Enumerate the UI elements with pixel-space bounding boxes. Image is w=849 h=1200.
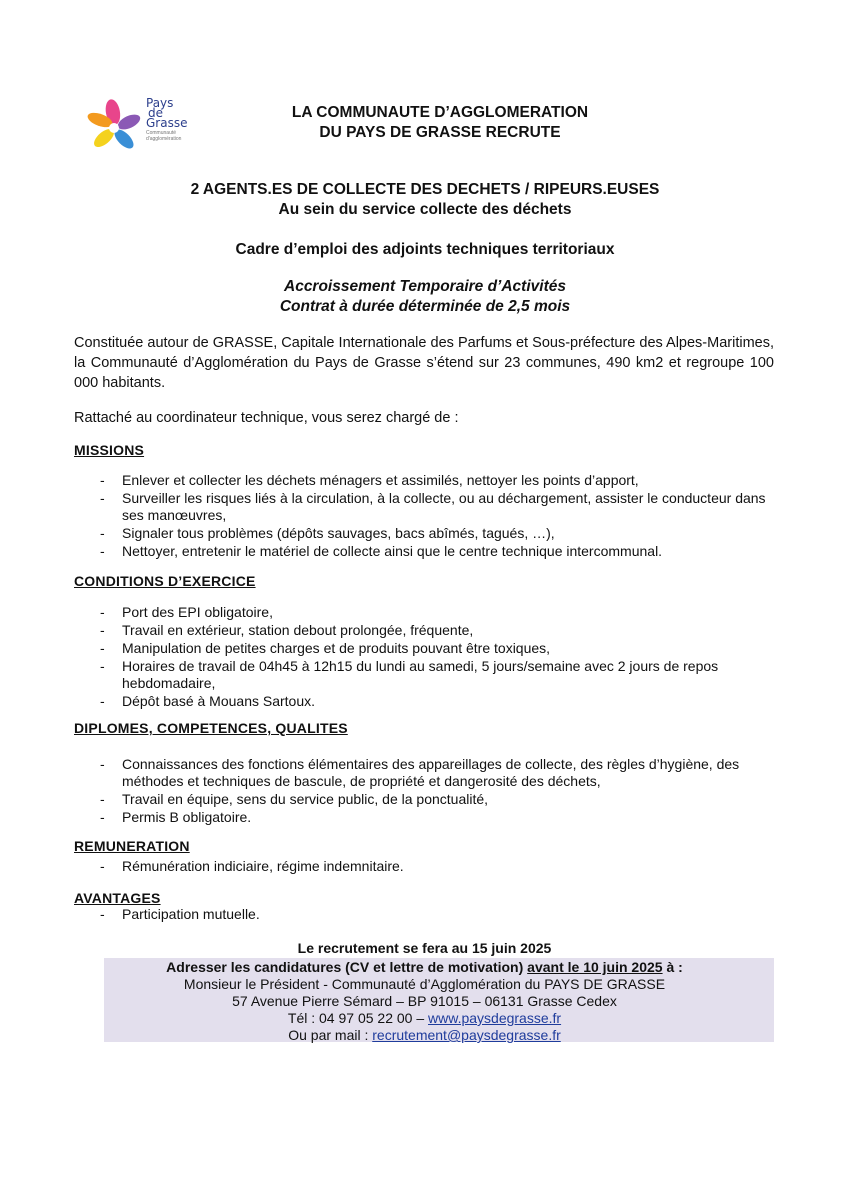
pays-de-grasse-logo <box>86 98 216 154</box>
email-link[interactable]: recrutement@paysdegrasse.fr <box>372 1027 561 1043</box>
candidatures-deadline: avant le 10 juin 2025 <box>527 959 663 975</box>
list-item: - Dépôt basé à Mouans Sartoux. <box>74 693 774 710</box>
contract-block <box>60 277 790 317</box>
candidatures-prefix: Adresser les candidatures (CV et lettre de motivation) <box>166 959 524 975</box>
intro-paragraph: Constituée autour de GRASSE, Capitale Internationale des Parfums et Sous-préfecture des Alpes-Maritimes, la Communauté d’Agglomération du Pays de Grasse s’étend sur 23 communes, 490 km2 et regroupe 100 000 habitants. <box>74 335 774 391</box>
list-item: - Participation mutuelle. <box>74 906 774 923</box>
list-item: - Manipulation de petites charges et de produits pouvant être toxiques, <box>74 640 774 657</box>
conditions-list <box>74 604 774 711</box>
mail-line <box>0 1027 849 1044</box>
logo-subtitle: Communauté d'agglomération <box>146 130 182 142</box>
job-service: Au sein du service collecte des déchets <box>278 201 572 218</box>
logo-word-grasse: Grasse <box>146 116 188 130</box>
logo-word-de: de <box>148 106 163 120</box>
website-link[interactable]: www.paysdegrasse.fr <box>428 1010 562 1026</box>
missions-list <box>74 472 774 561</box>
list-item: - Rémunération indiciaire, régime indemnitaire. <box>74 858 774 875</box>
list-item: - Port des EPI obligatoire, <box>74 604 774 621</box>
list-item: - Permis B obligatoire. <box>74 809 774 826</box>
logo-word-pays: Pays <box>146 96 174 110</box>
recrutement-date: Le recrutement se fera au 15 juin 2025 <box>297 940 552 956</box>
list-item: - Horaires de travail de 04h45 à 12h15 du lundi au samedi, 5 jours/semaine avec 2 jours de repos hebdomadaire, <box>74 658 774 692</box>
flower-logo-icon <box>86 98 144 154</box>
rattache-text: Rattaché au coordinateur technique, vous serez chargé de : <box>74 410 459 426</box>
candidatures-line <box>0 959 849 976</box>
list-item: - Enlever et collecter les déchets ménagers et assimilés, nettoyer les points d’apport, <box>74 472 774 489</box>
list-item: - Signaler tous problèmes (dépôts sauvages, bacs abîmés, tagués, …), <box>74 525 774 542</box>
page-header <box>200 103 680 143</box>
list-item: - Travail en extérieur, station debout prolongée, fréquente, <box>74 622 774 639</box>
tel-line <box>0 1010 849 1027</box>
job-cadre: Cadre d’emploi des adjoints techniques territoriaux <box>235 241 615 258</box>
tel-text: Tél : 04 97 05 22 00 – <box>287 1010 429 1026</box>
diplomes-title: DIPLOMES, COMPETENCES, QUALITES <box>74 720 348 736</box>
avantages-title: AVANTAGES <box>74 890 161 906</box>
header-line-1: LA COMMUNAUTE D’AGGLOMERATION <box>291 104 589 121</box>
remuneration-list <box>74 858 774 876</box>
recipient-line: Monsieur le Président - Communauté d’Agglomération du PAYS DE GRASSE <box>183 976 666 992</box>
logo-text <box>146 98 196 142</box>
list-item: - Surveiller les risques liés à la circulation, à la collecte, ou au déchargement, assister le conducteur dans ses manœuvres, <box>74 490 774 524</box>
job-title: 2 AGENTS.ES DE COLLECTE DES DECHETS / RIPEURS.EUSES <box>190 181 660 198</box>
list-item: - Travail en équipe, sens du service public, de la ponctualité, <box>74 791 774 808</box>
missions-title: MISSIONS <box>74 442 145 458</box>
contract-duration: Contrat à durée déterminée de 2,5 mois <box>279 298 571 315</box>
header-line-2: DU PAYS DE GRASSE RECRUTE <box>319 124 561 141</box>
candidatures-suffix: à : <box>662 959 683 975</box>
conditions-title: CONDITIONS D’EXERCICE <box>74 573 256 589</box>
list-item: - Connaissances des fonctions élémentaires des appareillages de collecte, des règles d’hygiène, des méthodes et techniques de bascule, de propriété et dangerosité des déchets, <box>74 756 774 790</box>
remuneration-title: REMUNERATION <box>74 838 190 854</box>
contract-type: Accroissement Temporaire d’Activités <box>284 278 566 295</box>
address-line: 57 Avenue Pierre Sémard – BP 91015 – 06131 Grasse Cedex <box>232 993 617 1009</box>
mail-prefix: Ou par mail : <box>288 1027 373 1043</box>
avantages-list <box>74 906 774 924</box>
list-item: - Nettoyer, entretenir le matériel de collecte ainsi que le centre technique intercommunal. <box>74 543 774 560</box>
job-title-block <box>60 180 790 220</box>
diplomes-list <box>74 756 774 827</box>
